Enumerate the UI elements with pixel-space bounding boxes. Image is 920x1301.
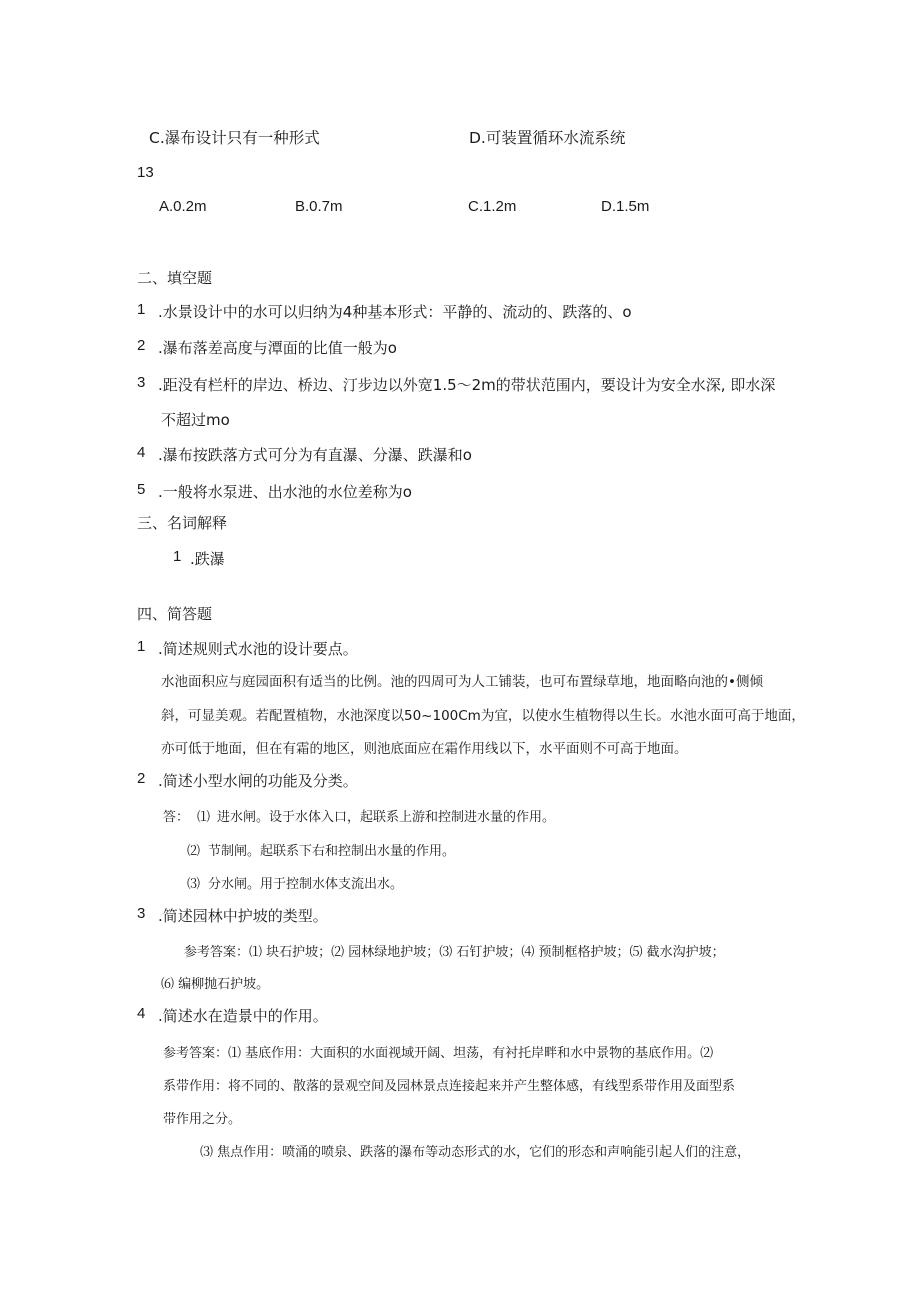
sa-q3-title: .简述园林中护坡的类型。 [158, 907, 328, 925]
sa-q4-answer-line-4: ⑶ 焦点作用：喷涌的喷泉、跌落的瀑布等动态形式的水，它们的形态和声响能引起人们的注意， [200, 1145, 751, 1160]
sa-q3-num: 3 [137, 905, 146, 922]
sa-q4-answer-line-2: 系带作用：将不同的、散落的景观空间及园林景点连接起来并产生整体感，有线型系带作用及面型系 [163, 1079, 736, 1094]
sa-q1-title: .简述规则式水池的设计要点。 [158, 640, 358, 658]
terms-item-text: .跌瀑 [190, 550, 225, 568]
q13-number: 13 [137, 164, 154, 181]
fill-item-2-num: 2 [137, 337, 146, 354]
sa-q1-answer-line-1: 水池面积应与庭园面积有适当的比例。池的四周可为人工铺装，也可布置绿草地，地面略向池的•侧倾 [161, 674, 763, 690]
terms-item-num: 1 [173, 548, 182, 565]
sa-q1-answer-line-2: 斜，可显美观。若配置植物，水池深度以50~100Cm为宜，以使水生植物得以生长。水池水面可高于地面， [161, 708, 805, 724]
sa-q1-num: 1 [137, 638, 146, 655]
sa-q2-title: .简述小型水闸的功能及分类。 [158, 772, 358, 790]
sa-q2-item-2-text: 节制闸。起联系下右和控制出水量的作用。 [208, 844, 456, 859]
fill-item-5-text: .一般将水泵进、出水池的水位差称为o [158, 483, 412, 501]
sa-q2-item-3-mark: ⑶ [187, 877, 201, 892]
q13-option-d: D.1.5m [601, 198, 650, 215]
sa-q2-item-1-text: 进水闸。设于水体入口，起联系上游和控制进水量的作用。 [217, 810, 556, 825]
sa-q2-item-3-text: 分水闸。用于控制水体支流出水。 [208, 877, 404, 892]
fill-item-1-num: 1 [137, 301, 146, 318]
q13-option-a: A.0.2m [159, 198, 207, 215]
terms-heading: 三、名词解释 [137, 514, 228, 532]
q12-option-d: D.可装置循环水流系统 [469, 129, 626, 147]
fill-item-5-num: 5 [137, 481, 146, 498]
q12-option-c: C.瀑布设计只有一种形式 [149, 129, 320, 147]
sa-q1-answer-line-3: 亦可低于地面，但在有霜的地区，则池底面应在霜作用线以下，水平面则不可高于地面。 [161, 741, 688, 757]
sa-q2-item-1-mark: ⑴ [197, 810, 211, 825]
fill-item-4-text: .瀑布按跌落方式可分为有直瀑、分瀑、跌瀑和o [158, 446, 472, 464]
fill-item-4-num: 4 [137, 444, 146, 461]
sa-q2-item-2-mark: ⑵ [187, 844, 201, 859]
sa-q4-num: 4 [137, 1005, 146, 1022]
sa-q3-answer-line-2: ⑹ 编柳抛石护坡。 [161, 977, 270, 992]
short-answer-heading: 四、简答题 [137, 605, 213, 623]
sa-q3-answer-line-1: 参考答案：⑴ 块石护坡；⑵ 园林绿地护坡；⑶ 石钉护坡；⑷ 预制框格护坡；⑸ 截水沟护坡； [184, 945, 725, 960]
sa-q4-answer-line-1: 参考答案：⑴ 基底作用：大面积的水面视域开阔、坦荡，有衬托岸畔和水中景物的基底作用。⑵ [163, 1046, 714, 1061]
q13-option-b: B.0.7m [295, 198, 343, 215]
q13-option-c: C.1.2m [468, 198, 517, 215]
fill-item-3-cont: 不超过mo [161, 411, 230, 429]
sa-q2-num: 2 [137, 770, 146, 787]
fill-item-3-text: .距没有栏杆的岸边、桥边、汀步边以外宽1.5〜2m的带状范围内，要设计为安全水深, 即水深 [158, 376, 776, 394]
fill-blank-heading: 二、填空题 [137, 269, 213, 287]
fill-item-1-text: .水景设计中的水可以归纳为4种基本形式：平静的、流动的、跌落的、o [158, 303, 632, 321]
sa-q4-answer-line-3: 带作用之分。 [163, 1112, 242, 1127]
fill-item-3-num: 3 [137, 374, 146, 391]
sa-q2-answer-label: 答： [163, 810, 190, 825]
fill-item-2-text: .瀑布落差高度与潭面的比值一般为o [158, 339, 397, 357]
sa-q4-title: .简述水在造景中的作用。 [158, 1007, 328, 1025]
